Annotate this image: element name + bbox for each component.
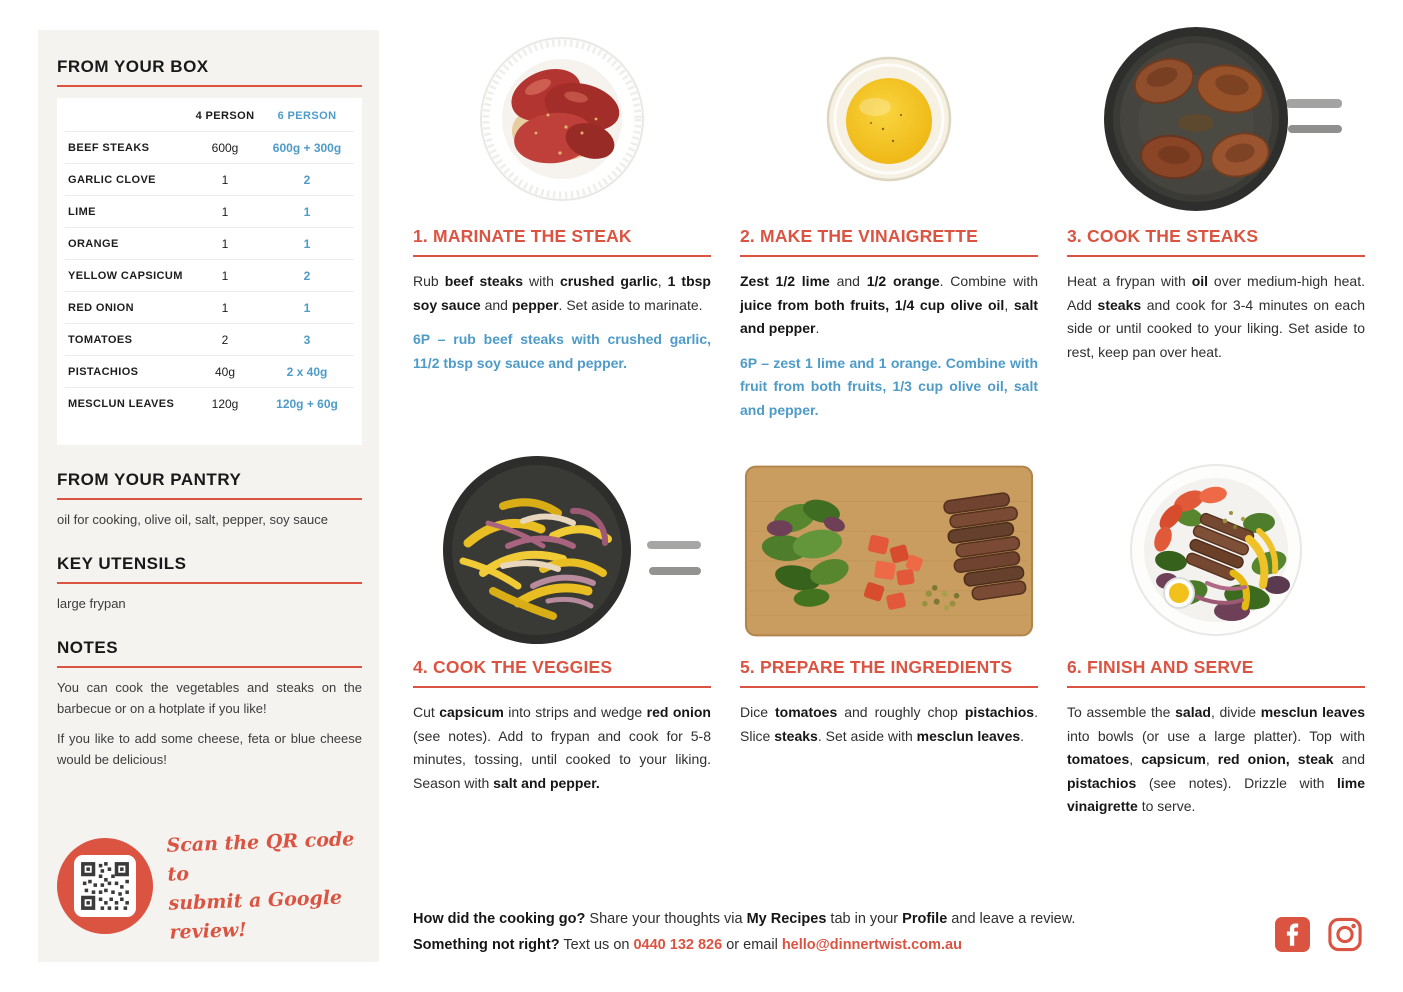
text-segment: tomatoes	[775, 704, 838, 720]
qty-6-person: 2	[303, 172, 311, 187]
text-segment: Share your thoughts via	[585, 911, 747, 927]
qty-6-person: 1	[303, 300, 311, 315]
text-segment: capsicum	[439, 704, 504, 720]
text-segment: over medium-high heat. Add	[1067, 273, 1365, 313]
qr-code	[57, 838, 153, 934]
text-segment: oil	[1191, 273, 1209, 289]
qty-6-person: 2	[303, 268, 311, 283]
divider	[1067, 686, 1365, 688]
table-row	[65, 164, 354, 196]
text-segment: ,	[1205, 751, 1218, 767]
note-paragraph: If you like to add some cheese, feta or blue cheese would be delicious!	[57, 731, 362, 767]
text-segment: (see notes). Add to frypan and cook for 5-8 minutes, tossing, until cooked to your liking. Season with	[413, 727, 711, 791]
qty-6-person: 120g + 60g	[276, 396, 338, 411]
text-segment: ,	[1129, 751, 1142, 767]
ingredients-table	[57, 98, 362, 445]
step-title: 3. COOK THE STEAKS	[1067, 226, 1259, 246]
note-paragraph: You can cook the vegetables and steaks on the barbecue or on a hotplate if you like!	[57, 680, 362, 716]
contact-link[interactable]: 0440 132 826	[633, 937, 723, 953]
text-segment: My Recipes	[746, 911, 827, 927]
qty-6-person: 3	[303, 332, 311, 347]
text-segment: ,	[1004, 296, 1014, 313]
table-header-row	[65, 100, 354, 132]
pantry-items-text: oil for cooking, olive oil, salt, pepper, soy sauce	[57, 512, 328, 527]
table-row	[65, 228, 354, 260]
text-segment: salad	[1175, 704, 1211, 720]
step-card	[1067, 30, 1365, 455]
ingredient-name: MESCLUN LEAVES	[68, 397, 175, 410]
social-links	[1274, 916, 1363, 952]
footer-line1	[413, 906, 1243, 932]
footer-line2	[413, 932, 1243, 958]
step-card	[413, 455, 711, 819]
step-body	[413, 270, 711, 317]
key-utensils-title: KEY UTENSILS	[57, 554, 187, 573]
text-segment: capsicum	[1141, 751, 1206, 767]
table-row	[65, 196, 354, 228]
divider	[1067, 255, 1365, 257]
text-segment: and	[1333, 751, 1366, 767]
from-your-box-title: FROM YOUR BOX	[57, 57, 209, 76]
qty-4-person: 2	[221, 332, 229, 347]
qty-6-person: 1	[303, 236, 311, 251]
qty-4-person: 1	[221, 204, 229, 219]
text-segment: pepper	[511, 296, 559, 313]
step-card	[413, 30, 711, 455]
ingredient-name: BEEF STEAKS	[68, 141, 150, 154]
instagram-icon[interactable]	[1327, 916, 1363, 952]
text-segment: steaks	[1097, 296, 1142, 313]
table-row	[65, 132, 354, 164]
divider	[740, 255, 1038, 257]
divider	[57, 666, 362, 668]
text-segment: crushed garlic	[559, 273, 658, 289]
text-segment: Heat a frypan with	[1067, 273, 1192, 289]
text-segment: beef steaks	[444, 273, 524, 289]
step-body	[1067, 270, 1365, 364]
text-segment: salt and pepper	[740, 296, 1038, 336]
text-segment: salt and pepper.	[493, 774, 600, 791]
text-segment: or email	[722, 937, 782, 953]
text-segment: pistachios	[1067, 774, 1137, 791]
step-body	[1067, 701, 1365, 819]
text-segment: 1 tbsp soy sauce	[413, 273, 711, 313]
qty-6-person: 600g + 300g	[272, 140, 342, 155]
text-segment: Rub	[413, 273, 445, 289]
text-segment: red onion,	[1217, 751, 1290, 767]
text-segment: . Slice	[740, 704, 1038, 744]
text-segment: . Set aside with	[817, 727, 917, 744]
ingredient-name: RED ONION	[68, 301, 134, 314]
text-segment: 1/2 orange	[866, 273, 940, 289]
text-segment: and roughly chop	[837, 704, 965, 720]
vinaigrette-bowl-photo	[740, 30, 1038, 208]
text-segment: ,	[657, 273, 668, 289]
qr-caption-line1: Scan the QR code to	[166, 828, 355, 886]
table-row	[65, 388, 354, 419]
ingredient-name: TOMATOES	[68, 333, 133, 346]
text-segment: into bowls (or use a large platter). Top with	[1067, 727, 1365, 744]
footer	[413, 906, 1243, 958]
text-segment: steaks	[774, 727, 818, 744]
divider	[413, 255, 711, 257]
text-segment: and leave a review.	[947, 911, 1076, 927]
text-segment: To assemble the	[1067, 704, 1176, 720]
qr-caption	[166, 824, 381, 947]
text-segment: and cook for 3-4 minutes on each side or until cooked to your liking. Set aside to rest, keep pan over heat.	[1067, 296, 1365, 360]
step-card	[740, 30, 1038, 455]
qty-4-person: 1	[221, 236, 229, 251]
step-title: 6. FINISH AND SERVE	[1067, 657, 1254, 677]
qty-4-person: 1	[221, 268, 229, 283]
divider	[57, 582, 362, 584]
divider	[57, 498, 362, 500]
qr-caption-line2: submit a Google review!	[168, 886, 343, 944]
text-segment: Profile	[902, 911, 948, 927]
text-segment: tab in your	[826, 911, 903, 927]
ingredient-name: PISTACHIOS	[68, 365, 139, 378]
veggies-in-frypan-photo	[413, 455, 711, 645]
text-segment: and	[829, 273, 867, 289]
text-segment: with	[523, 273, 560, 289]
text-segment: How did the cooking go?	[413, 911, 586, 927]
notes-paragraphs	[57, 677, 362, 770]
step-title: 5. PREPARE THE INGREDIENTS	[740, 657, 1013, 677]
step-body	[413, 701, 711, 795]
step-title: 1. MARINATE THE STEAK	[413, 226, 632, 246]
step-body	[740, 270, 1038, 341]
text-segment: tomatoes	[1067, 751, 1130, 767]
qty-4-person: 1	[221, 300, 229, 315]
qr-code-icon	[74, 855, 136, 917]
facebook-icon[interactable]	[1274, 916, 1310, 952]
text-segment: (see notes). Drizzle with	[1136, 774, 1337, 791]
step-body	[740, 701, 1038, 748]
text-segment: and	[480, 296, 512, 313]
text-segment: Something not right?	[413, 937, 560, 953]
text-segment: .	[1020, 727, 1025, 744]
utensils-text: large frypan	[57, 596, 126, 611]
qty-6-person: 1	[303, 204, 311, 219]
text-segment: , divide	[1210, 704, 1261, 720]
ingredients-on-board-photo	[740, 455, 1038, 645]
table-row	[65, 260, 354, 292]
step-title: 4. COOK THE VEGGIES	[413, 657, 613, 677]
qty-4-person: 1	[221, 172, 229, 187]
text-segment: steak	[1297, 751, 1334, 767]
table-row	[65, 356, 354, 388]
contact-link[interactable]: hello@dinnertwist.com.au	[781, 937, 962, 953]
text-segment: mesclun leaves	[1260, 704, 1365, 720]
col-header-4-person: 4 PERSON	[195, 109, 255, 122]
text-segment: .	[815, 320, 820, 336]
qty-4-person: 600g	[211, 140, 239, 155]
text-segment: Text us on	[559, 937, 634, 953]
step-6p-note: 6P – zest 1 lime and 1 orange. Combine with fruit from both fruits, 1/3 cup olive oil, salt and pepper.	[740, 354, 1038, 418]
text-segment: juice from both fruits, 1/4 cup olive oil	[740, 296, 1005, 313]
text-segment: Cut	[413, 704, 440, 720]
table-row	[65, 324, 354, 356]
divider	[740, 686, 1038, 688]
ingredient-name: GARLIC CLOVE	[68, 173, 156, 186]
ingredient-name: LIME	[68, 205, 96, 218]
text-segment: . Set aside to marinate.	[558, 296, 703, 313]
qty-6-person: 2 x 40g	[286, 364, 328, 379]
finished-salad-photo	[1067, 455, 1365, 645]
divider	[57, 85, 362, 87]
steaks-in-frypan-photo	[1067, 30, 1365, 208]
sidebar	[38, 30, 379, 962]
text-segment: . Combine with	[939, 273, 1039, 289]
from-your-pantry-title: FROM YOUR PANTRY	[57, 470, 242, 489]
divider	[413, 686, 711, 688]
step-card	[740, 455, 1038, 819]
text-segment: to serve.	[1137, 798, 1196, 814]
step-title: 2. MAKE THE VINAIGRETTE	[740, 226, 978, 246]
step-6p-note: 6P – rub beef steaks with crushed garlic, 11/2 tbsp soy sauce and pepper.	[413, 331, 711, 371]
text-segment	[1290, 751, 1298, 767]
table-row	[65, 292, 354, 324]
notes-title: NOTES	[57, 638, 119, 657]
steps-grid	[413, 30, 1365, 819]
qty-4-person: 120g	[211, 396, 239, 411]
col-header-6-person: 6 PERSON	[277, 109, 337, 122]
qty-4-person: 40g	[214, 364, 236, 379]
text-segment: red onion	[646, 704, 711, 720]
qr-section	[57, 828, 379, 944]
text-segment: lime vinaigrette	[1067, 774, 1365, 814]
marinated-steaks-plate-photo	[413, 30, 711, 208]
text-segment: mesclun leaves	[916, 727, 1021, 744]
text-segment: Dice	[740, 704, 775, 720]
text-segment: into strips and wedge	[503, 704, 647, 720]
text-segment: pistachios	[964, 704, 1035, 720]
step-card	[1067, 455, 1365, 819]
ingredient-name: YELLOW CAPSICUM	[68, 269, 183, 282]
text-segment: Zest 1/2 lime	[740, 273, 830, 289]
ingredient-name: ORANGE	[68, 237, 119, 250]
